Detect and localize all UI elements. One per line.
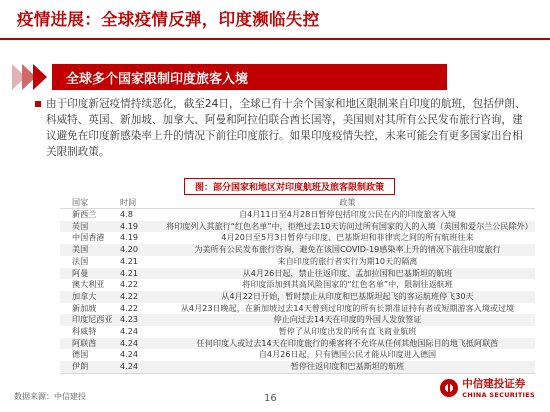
cell-country: 印度尼西亚 bbox=[72, 314, 113, 325]
table-row bbox=[60, 279, 535, 291]
cell-time: 4.20 bbox=[120, 244, 139, 255]
table-row bbox=[60, 221, 535, 233]
table-row bbox=[60, 361, 535, 373]
cell-country: 伊朗 bbox=[72, 361, 89, 372]
cell-policy: 从4月26日起，禁止往返印度、孟加拉国和巴基斯坦的航班 bbox=[242, 267, 453, 278]
table-row bbox=[60, 326, 535, 338]
page-title: 疫情进展：全球疫情反弹，印度濒临失控 bbox=[17, 10, 320, 29]
cell-policy: 暂停了从印度出发的所有直飞商业航班 bbox=[278, 326, 417, 336]
table-row bbox=[60, 291, 535, 303]
table-row bbox=[60, 268, 535, 280]
cell-policy: 任何印度人或过去14天在印度旅行的乘客将不允许从任何其他国际目的地飞抵阿联酋 bbox=[196, 337, 499, 348]
table-bottom-rule bbox=[60, 373, 535, 374]
summary-paragraph: 由于印度新冠疫情持续恶化，截至24日，全球已有十余个国家和地区限制来自印度的航班，包括伊朗、科威特、英国、新加坡、加拿大、阿曼和阿拉伯联合酋长国等，美国则对其所有公民发布旅行咨询，建议避免在印度新感染率上升的情况下前往印度旅行。如果印度疫情失控，未来可能会有更多国家出台相关限制政策。 bbox=[46, 98, 526, 158]
header-policy: 政策 bbox=[339, 197, 356, 207]
cell-time: 4.22 bbox=[120, 302, 139, 313]
section-heading: 全球多个国家限制印度旅客入境 bbox=[66, 71, 249, 87]
cell-time: 4.24 bbox=[120, 361, 139, 372]
cell-policy: 将印度添加到其高风险国家的“红色名单”中，限制往返航班 bbox=[242, 279, 453, 290]
cell-policy: 停止向过去14天在印度的外国人发放签证 bbox=[273, 314, 422, 325]
policy-table bbox=[60, 197, 535, 374]
section-heading-bar bbox=[52, 64, 447, 90]
cell-country: 英国 bbox=[72, 220, 89, 231]
cell-country: 美国 bbox=[72, 244, 89, 255]
cell-time: 4.8 bbox=[120, 209, 133, 219]
table-row bbox=[60, 209, 535, 221]
logo-name-cn: 中信建投证券 bbox=[462, 378, 526, 390]
cell-time: 4.22 bbox=[120, 279, 139, 290]
cell-country: 澳大利亚 bbox=[72, 279, 105, 290]
table-row bbox=[60, 314, 535, 326]
page-number: 16 bbox=[264, 393, 277, 404]
bullet-square-icon bbox=[35, 101, 41, 107]
cell-time: 4.24 bbox=[120, 349, 139, 360]
cell-country: 阿联酋 bbox=[72, 337, 97, 348]
cell-policy: 4月20日至5月3日暂停与印度、巴基斯坦和菲律宾之间的所有航班往来 bbox=[221, 232, 474, 243]
table-row bbox=[60, 349, 535, 361]
table-row bbox=[60, 232, 535, 244]
cell-country: 法国 bbox=[72, 255, 89, 266]
cell-policy: 将印度列入其旅行“红色名单”中，拒绝过去10天访问过所有国家的人的入境（英国和爱尔兰公民除外） bbox=[166, 220, 533, 231]
chevron-decor-icon bbox=[33, 64, 47, 90]
table-caption: 图：部分国家和地区对印度航班及旅客限制政策 bbox=[184, 178, 395, 195]
cell-policy: 自4月26日起，只有德国公民才能从印度进入德国 bbox=[258, 349, 437, 360]
cell-time: 4.21 bbox=[120, 255, 139, 266]
title-divider bbox=[0, 38, 550, 40]
data-source: 数据来源：中信建投 bbox=[14, 392, 86, 401]
cell-policy: 自4月11日至4月28日暂停包括印度公民在内的印度旅客入境 bbox=[238, 209, 457, 219]
cell-country: 新西兰 bbox=[72, 209, 97, 219]
cell-policy: 为美所有公民发布旅行咨询，避免在该国COVID-19感染率上升的情况下前往印度旅行 bbox=[194, 244, 501, 255]
cell-country: 科威特 bbox=[72, 326, 97, 336]
cell-country: 新加坡 bbox=[72, 302, 97, 313]
cell-time: 4.23 bbox=[120, 314, 139, 325]
cell-time: 4.19 bbox=[120, 220, 139, 231]
cell-time: 4.24 bbox=[120, 337, 139, 348]
cell-time: 4.21 bbox=[120, 267, 139, 278]
summary-paragraph-block bbox=[46, 96, 531, 160]
cell-country: 阿曼 bbox=[72, 267, 89, 278]
table-row bbox=[60, 244, 535, 256]
cell-policy: 暂停往返印度和巴基斯坦的航班 bbox=[290, 361, 405, 372]
header-country: 国家 bbox=[72, 197, 89, 207]
table-row bbox=[60, 256, 535, 268]
cell-country: 中国香港 bbox=[72, 232, 105, 243]
header-time: 时间 bbox=[120, 197, 137, 207]
logo-name-en: CHINA SECURITIES bbox=[462, 391, 535, 399]
table-header-row bbox=[60, 197, 535, 209]
table-row bbox=[60, 303, 535, 315]
cell-time: 4.24 bbox=[120, 326, 139, 336]
company-logo bbox=[440, 376, 535, 399]
cell-country: 加拿大 bbox=[72, 290, 97, 301]
cell-time: 4.22 bbox=[120, 290, 139, 301]
table-row bbox=[60, 338, 535, 350]
cell-policy: 从4月22日开始，暂时禁止从印度和巴基斯坦起飞的客运航班停飞30天 bbox=[221, 290, 474, 301]
cell-time: 4.19 bbox=[120, 232, 139, 243]
cell-policy: 从4月23日晚起，在新加坡过去14天曾到过印度的所有长期准证持有者或短期游客入境或过境 bbox=[180, 302, 515, 313]
cell-country: 德国 bbox=[72, 349, 89, 360]
logo-seal-icon bbox=[440, 379, 458, 397]
cell-policy: 来自印度的旅行者实行为期10天的隔离 bbox=[277, 255, 418, 266]
